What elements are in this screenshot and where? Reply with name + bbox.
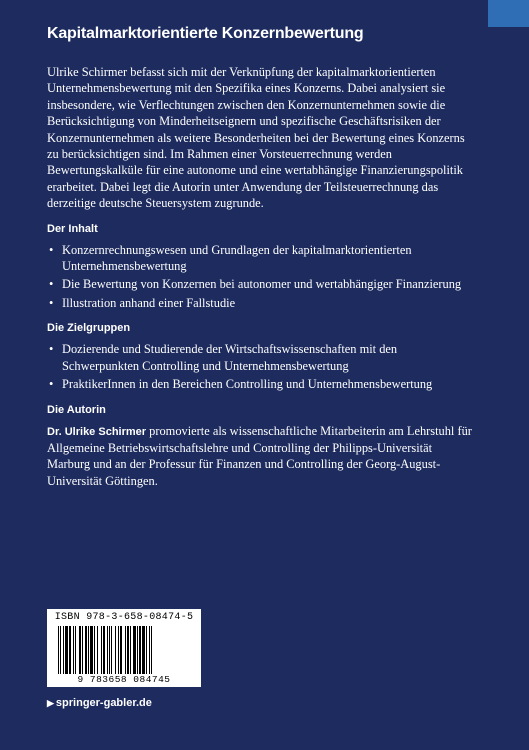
accent-bar — [488, 0, 529, 27]
publisher-url: springer-gabler.de — [55, 697, 152, 709]
list-item: • PraktikerInnen in den Bereichen Controlling und Unternehmensbewertung — [49, 377, 433, 392]
back-cover-content — [47, 24, 477, 489]
contents-list — [47, 242, 477, 312]
author-name: Dr. Ulrike Schirmer — [47, 425, 147, 438]
barcode-icon — [54, 626, 194, 674]
isbn-text: ISBN 978-3-658-08474-5 — [54, 612, 194, 623]
book-title: Kapitalmarktorientierte Konzernbewertung — [47, 25, 364, 42]
author-bio-text: promovierte als wissenschaftliche Mitarbeiterin am Lehrstuhl für Allgemeine Betriebswirtschaftslehre und Controlling der Philipps-Universität Marburg und an der Professur für Finanzen und Controlling der Georg-August-Universität Göttingen. — [47, 423, 472, 488]
bullet-icon: • — [49, 242, 54, 257]
barcode-box — [47, 609, 201, 687]
arrow-right-icon: ▶ — [47, 698, 54, 708]
bullet-icon: • — [49, 295, 54, 310]
list-item: • Illustration anhand einer Fallstudie — [49, 295, 236, 310]
ean-digits: 9 783658 084745 — [77, 674, 171, 685]
publisher-link[interactable] — [47, 696, 152, 710]
audience-heading: Die Zielgruppen — [47, 322, 131, 335]
list-item: • Die Bewertung von Konzernen bei autonomer und wertabhängiger Finanzierung — [49, 277, 462, 292]
bullet-icon: • — [49, 277, 54, 292]
bullet-icon: • — [49, 377, 54, 392]
author-bio — [47, 423, 477, 490]
author-heading: Die Autorin — [47, 403, 106, 416]
intro-paragraph: Ulrike Schirmer befasst sich mit der Verknüpfung der kapitalmarktorientierten Unternehmensbewertung mit den Spezifika eines Konzerns. Dabei analysiert sie insbesondere, wie Verflechtungen zwischen den Konzernunternehmen sowie die Berücksichtigung von Minderheitseignern und spezifische Geschäftsrisiken der Konzernunternehmen als weitere Besonderheiten bei der Bewertung eines Konzerns zu berücksichtigen sind. Im Rahmen einer Vorsteuerrechnung werden Bewertungskalküle für eine autonome und eine wertabhängige Finanzierungspolitik erarbeitet. Dabei legt die Autorin unter Anwendung der Teilsteuerrechnung das derzeitige deutsche Steuersystem zugrunde. — [47, 65, 465, 211]
bullet-icon: • — [49, 342, 54, 357]
list-item: • Dozierende und Studierende der Wirtschaftswissenschaften mit den Schwerpunkten Controlling und Unternehmensbewertung — [49, 342, 398, 373]
list-item: • Konzernrechnungswesen und Grundlagen der kapitalmarktorientierten Unternehmensbewertung — [49, 242, 412, 274]
audience-list — [47, 341, 477, 392]
contents-heading: Der Inhalt — [47, 222, 98, 235]
